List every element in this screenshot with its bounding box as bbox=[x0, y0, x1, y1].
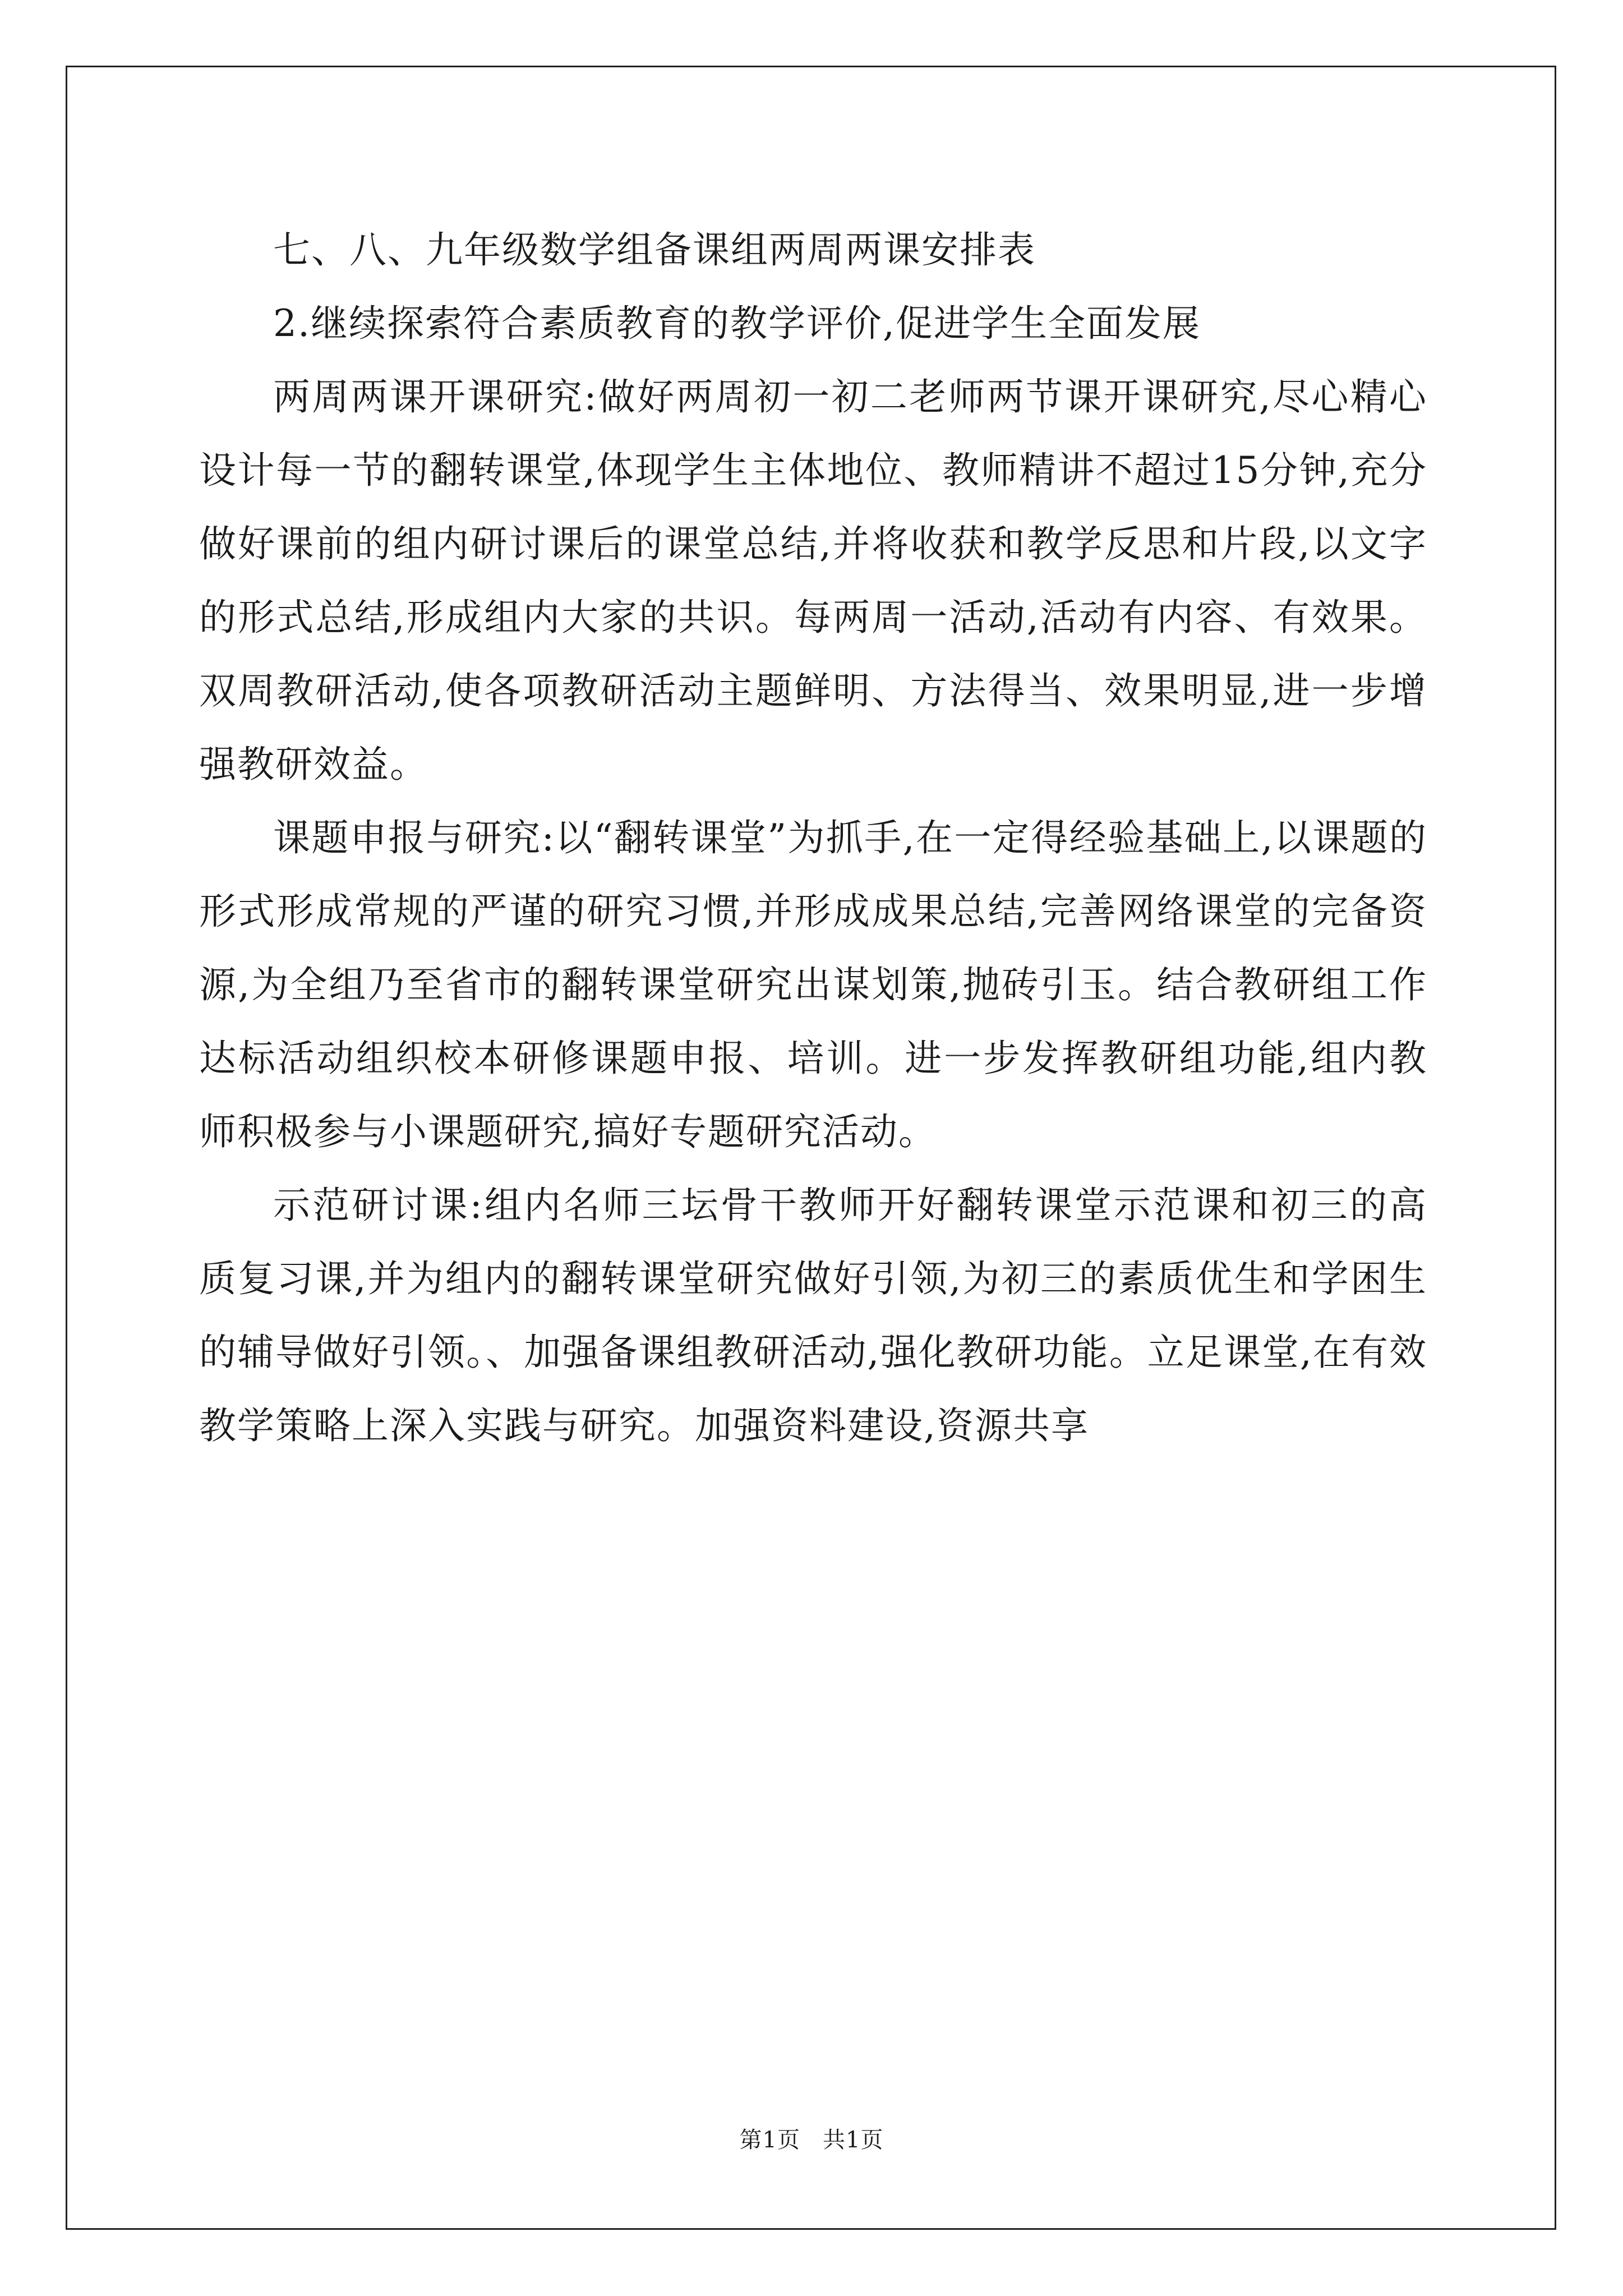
paragraph-section-heading: 2.继续探索符合素质教育的教学评价,促进学生全面发展 bbox=[273, 302, 1201, 345]
page-number-total: 共1页 bbox=[823, 2127, 884, 2153]
page-number-current: 第1页 bbox=[739, 2127, 800, 2153]
paragraph-topic-research: 课题申报与研究:以“翻转课堂”为抓手,在一定得经验基础上,以课题的形式形成常规的严谨的研究习惯,并形成成果总结,完善网络课堂的完备资源,为全组乃至省市的翻转课堂研究出谋划策,抛砖引玉。结合教研组工作达标活动组织校本研修课题申报、培训。进一步发挥教研组功能,组内教师积极参与小课题研究,搞好专题研究活动。 bbox=[199, 816, 1427, 1153]
document-body bbox=[199, 213, 1427, 1462]
page-footer bbox=[0, 2126, 1623, 2154]
paragraph-title-line: 七、八、九年级数学组备课组两周两课安排表 bbox=[273, 228, 1036, 272]
paragraph-demo-lessons: 示范研讨课:组内名师三坛骨干教师开好翻转课堂示范课和初三的高质复习课,并为组内的翻转课堂研究做好引领,为初三的素质优生和学困生的辅导做好引领。、加强备课组教研活动,强化教研功能。立足课堂,在有效教学策略上深入实践与研究。加强资料建设,资源共享 bbox=[199, 1184, 1427, 1447]
paragraph-two-week-lessons: 两周两课开课研究:做好两周初一初二老师两节课开课研究,尽心精心设计每一节的翻转课堂,体现学生主体地位、教师精讲不超过15分钟,充分做好课前的组内研讨课后的课堂总结,并将收获和教学反思和片段,以文字的形式总结,形成组内大家的共识。每两周一活动,活动有内容、有效果。双周教研活动,使各项教研活动主题鲜明、方法得当、效果明显,进一步增强教研效益。 bbox=[199, 375, 1427, 786]
